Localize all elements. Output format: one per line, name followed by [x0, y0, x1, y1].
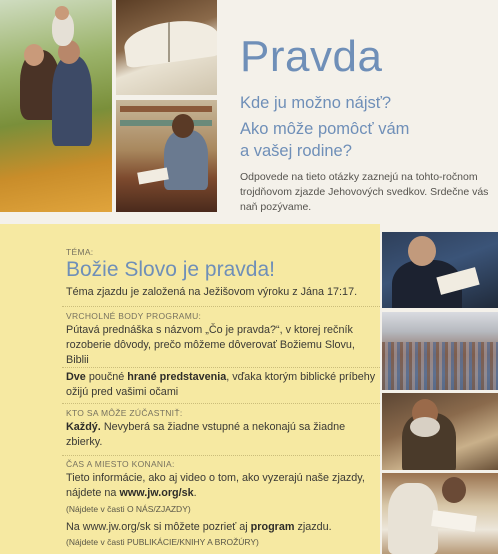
footer-text: Na www.jw.org/sk si môžete pozrieť aj program zjazdu. [66, 521, 332, 533]
question-where: Kde ju možno nájsť? [240, 94, 392, 112]
divider [62, 306, 380, 307]
question-help-line2: a vašej rodine? [240, 142, 352, 160]
speaker-photo [382, 232, 498, 308]
who-label: KTO SA MÔŽE ZÚČASTNIŤ: [66, 408, 183, 418]
when-note: (Nájdete v časti O NÁS/ZJAZDY) [66, 504, 191, 514]
highlight-dramas: Dve poučné hrané predstavenia, vďaka ktorým biblické príbehy ožijú pred vašimi očami [66, 371, 376, 398]
reading-together-photo [382, 473, 498, 554]
highlight-lecture: Pútavá prednáška s názvom „Čo je pravda?“, v ktorej rečník rozoberie dôvody, prečo môžeme dôverovať Božiemu Slovu, Biblii [66, 324, 355, 366]
theme-text: Téma zjazdu je založená na Ježišovom výroku z Jána 17:17. [66, 286, 358, 298]
jw-url-link[interactable]: www.jw.org/sk [119, 487, 194, 499]
when-text: Tieto informácie, ako aj video o tom, ako vyzerajú naše zjazdy, nájdete na www.jw.org/sk. [66, 472, 365, 499]
theme-label: TÉMA: [66, 247, 94, 257]
family-photo [0, 0, 112, 212]
theme-title: Božie Slovo je pravda! [66, 258, 275, 281]
audience-photo [382, 312, 498, 390]
footer-note: (Nájdete v časti PUBLIKÁCIE/KNIHY A BROŽÚRY) [66, 537, 259, 547]
page-title: Pravda [240, 32, 383, 81]
highlights-label: VRCHOLNÉ BODY PROGRAMU: [66, 311, 202, 321]
divider [62, 367, 380, 368]
divider [62, 403, 380, 404]
who-text: Každý. Nevyberá sa žiadne vstupné a nekonajú sa žiadne zbierky. [66, 421, 346, 448]
divider [62, 455, 380, 456]
drama-photo [382, 393, 498, 470]
when-label: ČAS A MIESTO KONANIA: [66, 459, 175, 469]
intro-text: Odpovede na tieto otázky zaznejú na tohto-ročnom trojdňovom zjazde Jehovových svedkov. Srdečne vás naň pozývame. [240, 171, 489, 213]
man-reading-photo [116, 100, 217, 212]
open-bible-photo [116, 0, 217, 95]
question-help-line1: Ako môže pomôcť vám [240, 120, 410, 138]
